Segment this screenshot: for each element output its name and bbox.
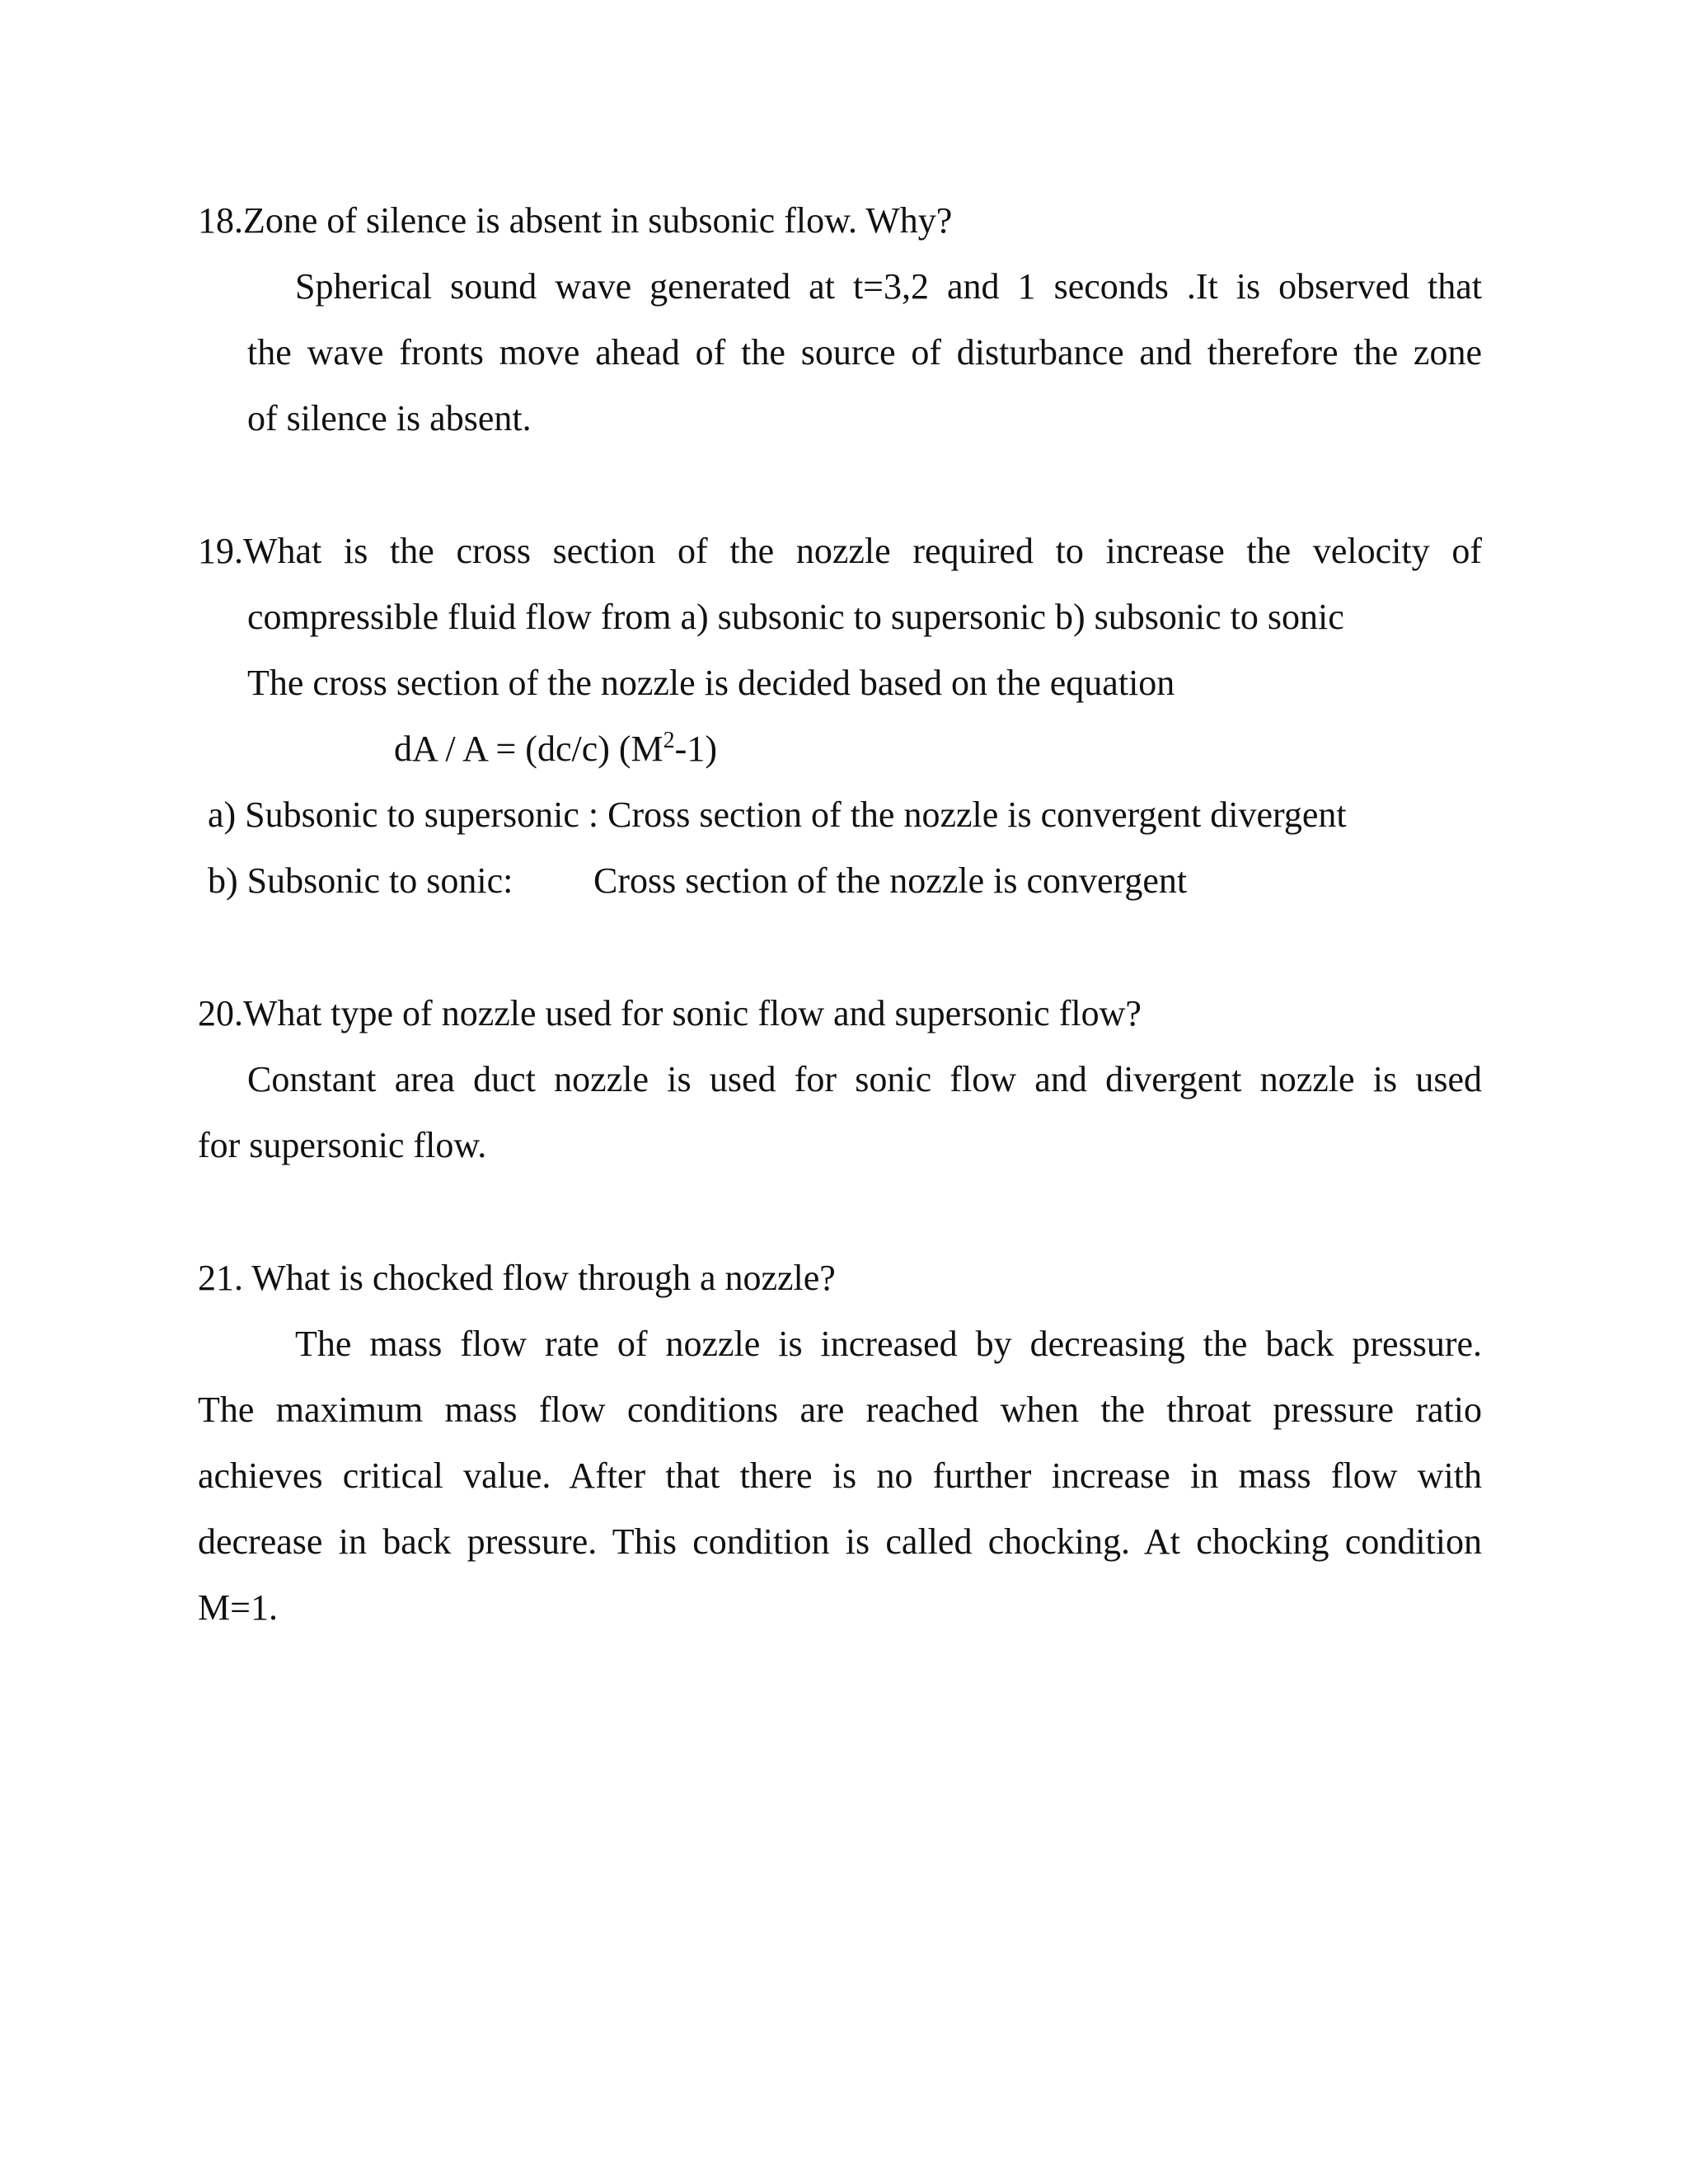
q19-item-b-label: b) Subsonic to sonic: <box>208 860 513 901</box>
equation-left: dA / A = (dc/c) (M <box>394 729 663 769</box>
equation-right: -1) <box>674 729 717 769</box>
q19-item-a: a) Subsonic to supersonic : Cross section of the nozzle is convergent divergent <box>208 794 1347 835</box>
q19-equation <box>394 728 717 769</box>
q19-question-line-2: compressible fluid flow from a) subsonic to supersonic b) subsonic to sonic <box>247 597 1344 637</box>
q21-answer-line-4: decrease in back pressure. This condition is called chocking. At chocking condition <box>198 1524 1482 1562</box>
q21-answer-line-3: achieves critical value. After that there is no further increase in mass flow with <box>198 1458 1482 1496</box>
q19-item-b-value: Cross section of the nozzle is convergent <box>593 860 1188 901</box>
q20-question: 20.What type of nozzle used for sonic flow and supersonic flow? <box>198 993 1142 1033</box>
q21-question: 21. What is chocked flow through a nozzle? <box>198 1258 836 1298</box>
q20-answer-line-2: for supersonic flow. <box>198 1125 487 1165</box>
q18-question: 18.Zone of silence is absent in subsonic flow. Why? <box>198 200 953 241</box>
q18-answer-line-2: the wave fronts move ahead of the source of disturbance and therefore the zone <box>247 335 1482 373</box>
q20-answer-line-1: Constant area duct nozzle is used for sonic flow and divergent nozzle is used <box>247 1062 1482 1099</box>
q21-answer-line-5: M=1. <box>198 1587 278 1628</box>
q18-answer-line-1: Spherical sound wave generated at t=3,2 and 1 seconds .It is observed that <box>295 269 1482 307</box>
q19-question-line-1: 19.What is the cross section of the nozzle required to increase the velocity of <box>198 533 1482 571</box>
q21-answer-line-2: The maximum mass flow conditions are reached when the throat pressure ratio <box>198 1392 1482 1430</box>
q18-answer-line-3: of silence is absent. <box>247 398 532 438</box>
equation-superscript: 2 <box>663 728 675 753</box>
q21-answer-line-1: The mass flow rate of nozzle is increased by decreasing the back pressure. <box>295 1326 1482 1364</box>
q19-intro: The cross section of the nozzle is decided based on the equation <box>247 663 1175 703</box>
